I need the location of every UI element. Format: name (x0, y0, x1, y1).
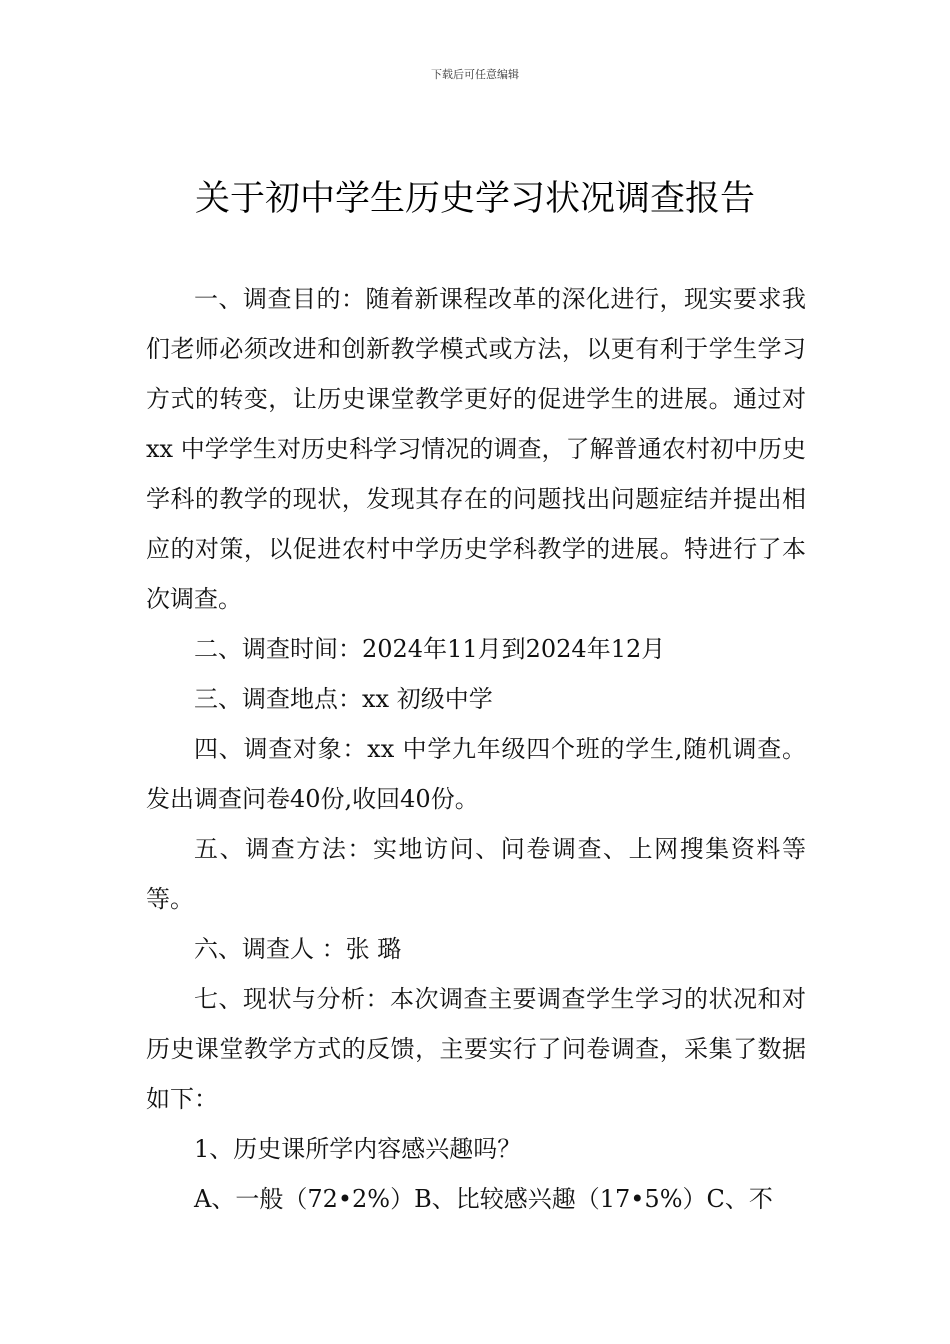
paragraph-question-1: 1、历史课所学内容感兴趣吗？ (194, 1135, 522, 1163)
paragraph-survey-location: 三、调查地点：xx 初级中学 (194, 685, 493, 713)
paragraph-status-analysis: 七、现状与分析：本次调查主要调查学生学习的状况和对历史课堂教学方式的反馈，主要实行了问卷调查，采集了数据如下： (146, 985, 806, 1113)
paragraph-survey-time: 二、调查时间：2024年11月到2024年12月 (194, 635, 666, 663)
paragraph-survey-purpose: 一、调查目的：随着新课程改革的深化进行，现实要求我们老师必须改进和创新教学模式或方法，以更有利于学生学习方式的转变，让历史课堂教学更好的促进学生的进展。通过对xx 中学学生对历史科学习情况的调查，了解普通农村初中历史学科的教学的现状，发现其存在的问题找出问题症结并提出相应的对策，以促进农村中学历史学科教学的进展。特进行了本次调查。 (146, 285, 806, 613)
paragraph-survey-subjects: 四、调查对象：xx 中学九年级四个班的学生,随机调查。发出调查问卷40份,收回40份。 (146, 735, 806, 813)
document-title: 关于初中学生历史学习状况调查报告 (194, 179, 755, 219)
document-body (146, 274, 806, 1224)
paragraph-surveyor: 六、调查人 ：张 璐 (194, 935, 402, 963)
paragraph-question-1-answers: A、一般（72•2%）B、比较感兴趣（17•5%）C、不 (194, 1185, 773, 1213)
page-header-note: 下载后可任意编辑 (431, 68, 519, 81)
paragraph-survey-methods: 五、调查方法：实地访问、问卷调查、上网搜集资料等等。 (146, 835, 806, 913)
